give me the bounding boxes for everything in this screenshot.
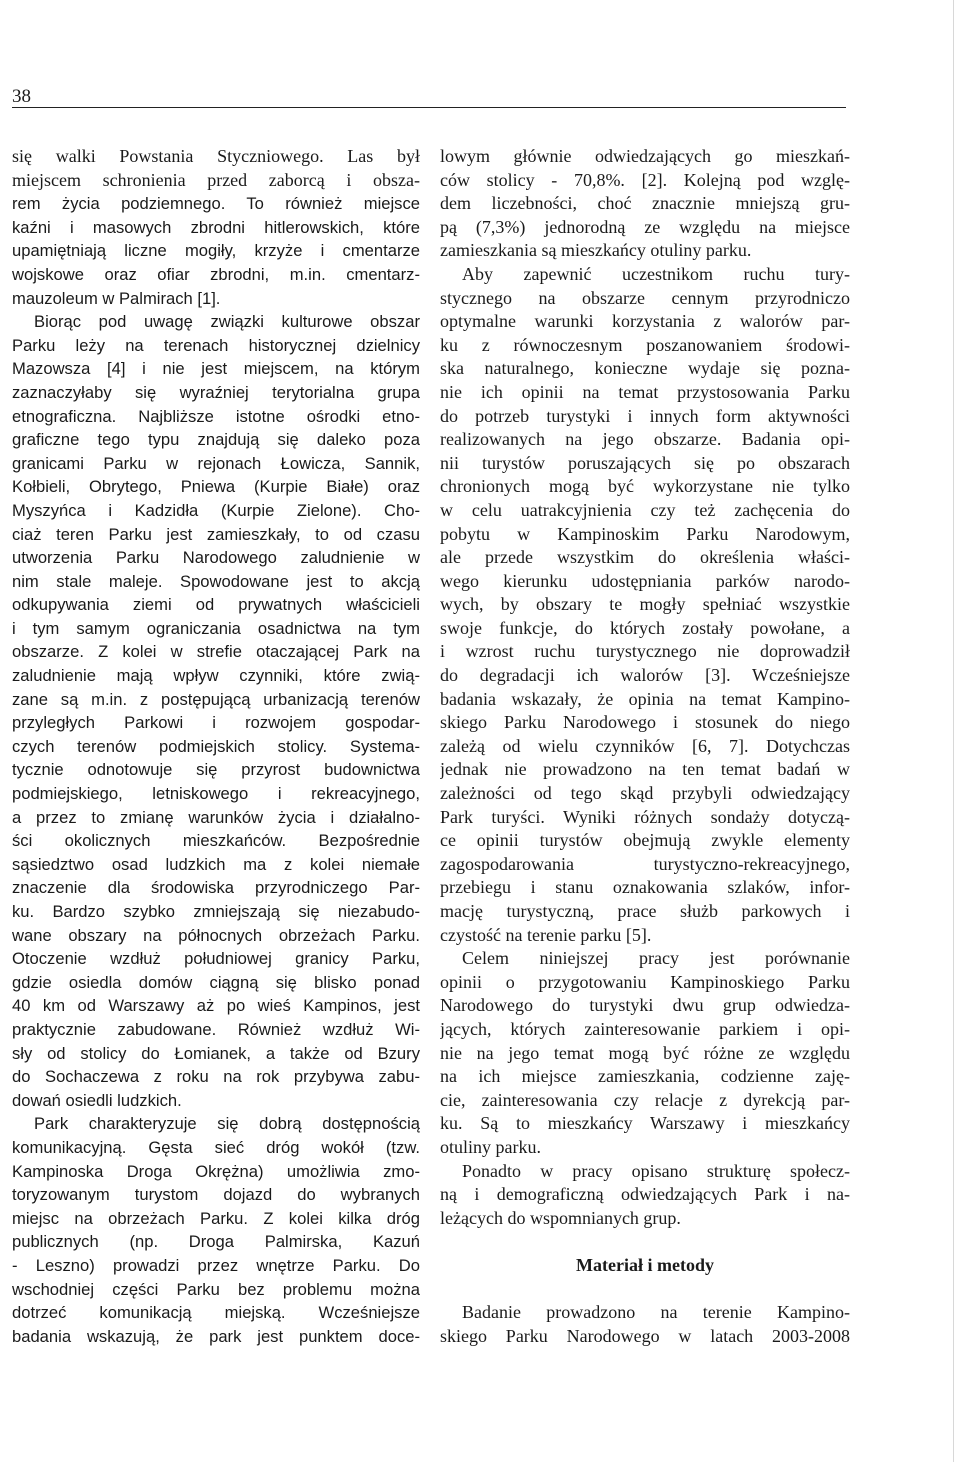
- text-line: ści okolicznych mieszkańców. Bezpośrednie: [12, 831, 420, 851]
- text-line: ska naturalnego, konieczne wydaje się pozna-: [440, 358, 850, 379]
- text-line: Kampinoska Droga Okrężna) umożliwia zmo-: [12, 1161, 420, 1181]
- text-line: Park charakteryzuje się dobrą dostępnością: [34, 1114, 420, 1134]
- text-line: ce opinii turystów obejmują zwykle elementy: [440, 830, 850, 851]
- text-line: badania wskazały, że opinia na temat Kampino-: [440, 688, 850, 709]
- text-line: czych terenów podmiejskich stolicy. Systema-: [12, 736, 420, 756]
- text-line: pą (7,3%) jednorodną ze względu na miejsce: [440, 216, 850, 237]
- text-line: cie, zainteresowania czy relacje z dyrekcją par-: [440, 1089, 850, 1110]
- text-line: i wzrost ruchu turystycznego nie doprowadził: [440, 641, 850, 662]
- text-line: Badanie prowadzono na terenie Kampino-: [462, 1302, 850, 1323]
- section-heading: Materiał i metody: [576, 1254, 714, 1275]
- text-line: do degradacji ich walorów [3]. Wcześniejsze: [440, 665, 850, 686]
- text-line: Otoczenie wzdłuż południowej granicy Parku,: [12, 949, 420, 969]
- text-line: optymalne warunki korzystania z walorów par-: [440, 311, 850, 332]
- text-line: a przez to zmianę warunków życia i działalno-: [12, 807, 420, 827]
- text-line: podmiejskiego, letniskowego i rekreacyjnego,: [12, 784, 420, 804]
- text-line: znaczenie dla środowiska przyrodniczego Par-: [12, 878, 420, 898]
- text-line: skiego Parku Narodowego w latach 2003-2008: [440, 1325, 850, 1346]
- text-line: sły od stolicy do Łomianek, a także od Bzury: [12, 1043, 420, 1063]
- right-column: [440, 145, 850, 1348]
- text-line: zaznaczyłaby się wyraźniej terytorialna grupa: [12, 382, 420, 402]
- text-line: dotrzeć komunikacją miejską. Wcześniejsze: [12, 1303, 420, 1323]
- text-line: w celu uatrakcyjnienia czy też zachęcenia do: [440, 499, 850, 520]
- text-line: przebiegu i stanu oznakowania szlaków, infor-: [440, 877, 850, 898]
- text-line: 40 km od Warszawy aż po wieś Kampinos, jest: [12, 996, 420, 1016]
- page-number: 38: [12, 86, 31, 107]
- text-line: wschodniej części Parku bez problemu można: [12, 1279, 420, 1299]
- text-line: wych, by obszary te mogły spełniać wszystkie: [440, 594, 850, 615]
- text-line: mauzoleum w Palmirach [1].: [12, 288, 221, 308]
- text-line: obszarze. Z kolei w strefie otaczającej Park na: [12, 642, 420, 662]
- text-line: sąsiedztwo osad ludzkich ma z kolei niemałe: [12, 854, 420, 874]
- text-line: Park turyści. Wyniki różnych sondaży dotyczą-: [440, 806, 850, 827]
- text-line: mację turystyczną, prace służb parkowych i: [440, 901, 850, 921]
- text-line: czystość na terenie parku [5].: [440, 924, 652, 945]
- text-line: ciaż teren Parku jest zamieszkały, to od czasu: [12, 524, 420, 544]
- text-line: nim stale maleje. Spowodowane jest to akcją: [12, 571, 420, 591]
- text-line: i tym samym ograniczania osadnictwa na tym: [12, 618, 420, 638]
- text-line: upamiętniają liczne mogiły, krzyże i cmentarze: [12, 241, 420, 261]
- text-line: gdzie osiedla domów ciągną się blisko ponad: [12, 972, 420, 992]
- text-line: jących, których zainteresowanie parkiem i opi-: [440, 1018, 850, 1039]
- text-line: odkupywania ziemi od prywatnych właścicieli: [12, 595, 420, 615]
- left-column: [12, 145, 420, 1348]
- text-line: do potrzeb turystyki i innych form aktywności: [440, 405, 850, 426]
- text-line: swoje funkcje, do których zostały powołane, a: [440, 617, 850, 638]
- text-line: ku. Są to mieszkańcy Warszawy i mieszkańcy: [440, 1113, 850, 1134]
- text-line: dem liczebności, choć znacznie mniejszą gru-: [440, 193, 850, 214]
- text-line: jednak nie prowadzono na ten temat badań w: [440, 759, 850, 780]
- text-line: Biorąc pod uwagę związki kulturowe obszar: [34, 312, 420, 332]
- text-line: praktycznie zabudowane. Również wzdłuż Wi-: [12, 1019, 420, 1039]
- text-line: Ponadto w pracy opisano strukturę społecz-: [462, 1160, 850, 1181]
- text-line: realizowanych na jego obszarze. Badania opi-: [440, 429, 850, 450]
- text-line: lowym głównie odwiedzających go mieszkań-: [440, 146, 850, 166]
- text-line: leżących do wspomnianych grup.: [440, 1207, 681, 1228]
- text-line: miejsc na obrzeżach Parku. Z kolei kilka dróg: [12, 1208, 420, 1228]
- text-line: Mazowsza [4] i nie jest miejscem, na którym: [12, 359, 420, 379]
- text-line: otuliny parku.: [440, 1136, 541, 1157]
- text-line: wego kierunku udostępniania parków narodo-: [440, 570, 850, 591]
- text-line: miejscem schronienia przed zaborcą i obsza-: [12, 169, 420, 190]
- text-line: się walki Powstania Styczniowego. Las był: [12, 146, 420, 166]
- text-line: Myszyńca i Kadzidła (Kurpie Zielone). Cho-: [12, 500, 420, 520]
- text-line: nie ich opinii na temat przystosowania Parku: [440, 381, 850, 402]
- text-line: wane obszary na północnych obrzeżach Parku.: [12, 925, 420, 945]
- text-line: publicznych (np. Droga Palmirska, Kazuń: [12, 1232, 420, 1252]
- text-line: zamieszkania są mieszkańcy otuliny parku.: [440, 240, 752, 261]
- text-line: rem życia podziemnego. To również miejsce: [12, 194, 420, 214]
- text-line: etnograficzna. Najbliższe istotne ośrodki etno-: [12, 406, 420, 426]
- text-line: utworzenia Parku Narodowego zaludnienie w: [12, 548, 420, 568]
- text-line: Kołbieli, Obrytego, Pniewa (Kurpie Białe) oraz: [12, 477, 420, 497]
- text-line: tycznie odnotowuje się przyrost budownictwa: [12, 760, 420, 780]
- text-line: zagospodarowania turystyczno-rekreacyjnego,: [440, 853, 850, 874]
- scan-edge-mark: [953, 0, 954, 1462]
- text-line: zaludnienie mają wpływ czynniki, które zwią-: [12, 666, 420, 686]
- text-line: do Sochaczewa z roku na rok przybywa zabu-: [12, 1067, 420, 1087]
- text-line: zane są m.in. z postępującą urbanizacją terenów: [12, 689, 420, 709]
- text-line: badania wskazują, że park jest punktem doce-: [12, 1326, 420, 1346]
- text-line: Aby zapewnić uczestnikom ruchu tury-: [462, 263, 850, 284]
- text-line: Parku leży na terenach historycznej dzielnicy: [12, 335, 420, 355]
- text-line: na ich miejsce zamieszkania, codzienne zaję-: [440, 1066, 850, 1087]
- text-line: kaźni i masowych zbrodni hitlerowskich, które: [12, 217, 420, 237]
- header-rule: [12, 107, 846, 108]
- text-line: toryzowanym turystom dojazd do wybranych: [12, 1185, 420, 1205]
- text-line: stycznego na obszarze cennym przyrodniczo: [440, 287, 850, 308]
- text-line: opinii o przygotowaniu Kampinoskiego Parku: [440, 971, 850, 992]
- text-line: graficzne tego typu znajdują się daleko poza: [12, 430, 420, 450]
- text-line: dowań osiedli ludzkich.: [12, 1090, 182, 1110]
- text-line: ku z równoczesnym poszanowaniem środowi-: [440, 334, 850, 355]
- text-line: ku. Bardzo szybko zmniejszają się niezabudo-: [12, 902, 420, 921]
- text-line: zależą od wielu czynników [6, 7]. Dotychczas: [440, 735, 850, 756]
- text-line: nie na jego temat mogą być różne ze względu: [440, 1042, 850, 1063]
- text-line: ców stolicy - 70,8%. [2]. Kolejną pod wzglę-: [440, 169, 850, 190]
- text-line: ną i demograficzną odwiedzających Park i na-: [440, 1184, 850, 1205]
- text-line: komunikacyjną. Gęsta sieć dróg wokół (tzw.: [12, 1137, 420, 1157]
- text-line: zależności od tego skąd przybyli odwiedzający: [440, 783, 850, 804]
- text-line: skiego Parku Narodowego i stosunek do niego: [440, 712, 850, 733]
- text-line: chronionych mogą być wykorzystane nie tylko: [440, 476, 850, 497]
- text-line: Narodowego do turystyki dwu grup odwiedza-: [440, 995, 850, 1016]
- text-line: granicami Parku w rejonach Łowicza, Sannik,: [12, 453, 420, 473]
- text-line: ale przede wszystkim do określenia właści-: [440, 547, 850, 568]
- text-line: - Leszno) prowadzi przez wnętrze Parku. Do: [12, 1255, 420, 1275]
- text-line: przyległych Parkowi i rozwojem gospodar-: [12, 713, 420, 733]
- text-line: wojskowe oraz ofiar zbrodni, m.in. cmentarz-: [12, 264, 420, 284]
- text-line: pobytu w Kampinoskim Parku Narodowym,: [440, 523, 850, 544]
- text-line: Celem niniejszej pracy jest porównanie: [462, 948, 850, 969]
- text-line: nii turystów poruszających się po obszarach: [440, 452, 850, 473]
